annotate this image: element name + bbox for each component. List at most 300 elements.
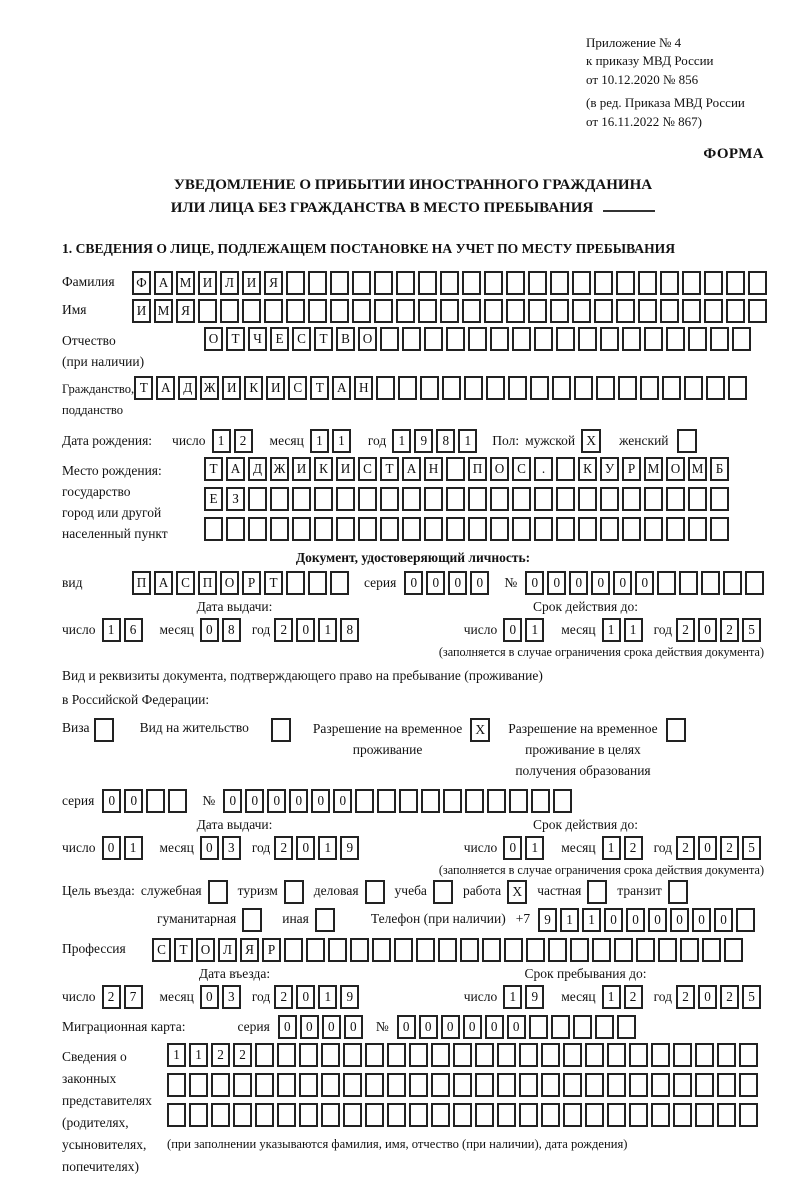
char-cell: М bbox=[154, 299, 173, 323]
valid-day-cells bbox=[503, 618, 547, 642]
char-cell: Р bbox=[262, 938, 281, 962]
char-cell: 0 bbox=[200, 985, 219, 1009]
char-cell bbox=[556, 327, 575, 351]
char-cell bbox=[330, 299, 349, 323]
char-cell: И bbox=[266, 376, 285, 400]
char-cell: 0 bbox=[397, 1015, 416, 1039]
char-cell bbox=[409, 1103, 428, 1127]
birth-place-label: Место рождения: государство город или другой населенный пункт bbox=[62, 463, 168, 542]
char-cell bbox=[446, 457, 465, 481]
char-cell bbox=[396, 299, 415, 323]
birth-place-cells bbox=[204, 457, 732, 547]
year-label: год bbox=[653, 988, 672, 1004]
surname-row bbox=[62, 271, 764, 295]
char-cell: 0 bbox=[503, 618, 522, 642]
residence-doc-options bbox=[62, 718, 764, 781]
year-label: год bbox=[367, 433, 387, 449]
char-cell: Т bbox=[380, 457, 399, 481]
profession-cells bbox=[152, 938, 746, 962]
char-cell: 0 bbox=[591, 571, 610, 595]
char-cell bbox=[497, 1103, 516, 1127]
char-cell bbox=[270, 517, 289, 541]
char-cell bbox=[572, 299, 591, 323]
edu-permit-checkbox bbox=[666, 718, 686, 742]
char-cell: 2 bbox=[274, 836, 293, 860]
char-cell bbox=[534, 327, 553, 351]
char-cell bbox=[706, 376, 725, 400]
char-cell bbox=[399, 789, 418, 813]
validity-note: (заполняется в случае ограничения срока действия документа) bbox=[438, 645, 764, 660]
char-cell bbox=[651, 1043, 670, 1067]
char-cell bbox=[636, 938, 655, 962]
birth-year-cells bbox=[392, 429, 480, 453]
citizenship-label: Гражданство, подданство bbox=[62, 382, 135, 418]
char-cell bbox=[189, 1103, 208, 1127]
purpose-row2 bbox=[62, 908, 764, 932]
char-cell: 9 bbox=[414, 429, 433, 453]
char-cell bbox=[585, 1043, 604, 1067]
char-cell: 0 bbox=[648, 908, 667, 932]
char-cell bbox=[658, 938, 677, 962]
char-cell bbox=[616, 299, 635, 323]
char-cell: 5 bbox=[742, 985, 761, 1009]
issue-day-cells bbox=[102, 618, 146, 642]
char-cell bbox=[292, 487, 311, 511]
char-cell: 2 bbox=[233, 1043, 252, 1067]
char-cell bbox=[475, 1043, 494, 1067]
char-cell: М bbox=[644, 457, 663, 481]
char-cell: Л bbox=[220, 271, 239, 295]
birth-date-row bbox=[62, 429, 764, 453]
char-cell bbox=[728, 376, 747, 400]
purpose-other-checkbox bbox=[315, 908, 335, 932]
char-cell: 0 bbox=[547, 571, 566, 595]
char-cell: Е bbox=[270, 327, 289, 351]
char-cell: 0 bbox=[698, 836, 717, 860]
permit-issue-year-cells bbox=[274, 836, 362, 860]
char-cell: 0 bbox=[200, 836, 219, 860]
char-cell: Н bbox=[354, 376, 373, 400]
char-cell bbox=[418, 299, 437, 323]
char-cell: 1 bbox=[310, 429, 329, 453]
char-cell bbox=[365, 1043, 384, 1067]
char-cell bbox=[509, 789, 528, 813]
month-label: месяц bbox=[159, 622, 194, 638]
char-cell bbox=[328, 938, 347, 962]
temp-permit-option bbox=[313, 718, 490, 760]
char-cell bbox=[387, 1073, 406, 1097]
char-cell: Ф bbox=[132, 271, 151, 295]
identity-doc-row bbox=[62, 571, 764, 595]
char-cell bbox=[660, 271, 679, 295]
permit-valid-group bbox=[407, 836, 764, 860]
char-cell bbox=[374, 299, 393, 323]
char-cell bbox=[167, 1073, 186, 1097]
char-cell bbox=[594, 271, 613, 295]
birth-place-row2 bbox=[204, 487, 732, 511]
char-cell bbox=[595, 1015, 614, 1039]
char-cell bbox=[146, 789, 165, 813]
char-cell: Т bbox=[226, 327, 245, 351]
residence-permit-label: Вид на жительство bbox=[139, 719, 249, 735]
char-cell bbox=[666, 517, 685, 541]
char-cell: С bbox=[152, 938, 171, 962]
char-cell bbox=[528, 271, 547, 295]
residence-doc-series-row bbox=[62, 789, 764, 813]
char-cell bbox=[189, 1073, 208, 1097]
char-cell: 3 bbox=[222, 985, 241, 1009]
char-cell: М bbox=[688, 457, 707, 481]
permit-series-cells bbox=[102, 789, 190, 813]
char-cell: 0 bbox=[692, 908, 711, 932]
char-cell: 0 bbox=[267, 789, 286, 813]
char-cell bbox=[704, 299, 723, 323]
day-label: число bbox=[172, 433, 206, 449]
char-cell bbox=[726, 299, 745, 323]
migration-card-label: Миграционная карта: bbox=[62, 1018, 186, 1034]
char-cell bbox=[420, 376, 439, 400]
char-cell: 1 bbox=[560, 908, 579, 932]
char-cell bbox=[748, 271, 767, 295]
day-label: число bbox=[463, 988, 498, 1004]
char-cell bbox=[255, 1073, 274, 1097]
char-cell bbox=[680, 938, 699, 962]
char-cell: 0 bbox=[525, 571, 544, 595]
char-cell bbox=[682, 299, 701, 323]
purpose-humanitarian-label: гуманитарная bbox=[157, 910, 237, 926]
char-cell bbox=[299, 1043, 318, 1067]
char-cell: 0 bbox=[470, 571, 489, 595]
char-cell bbox=[578, 517, 597, 541]
char-cell: К bbox=[578, 457, 597, 481]
char-cell bbox=[585, 1073, 604, 1097]
char-cell bbox=[748, 299, 767, 323]
permit-issue-day-cells bbox=[102, 836, 146, 860]
char-cell bbox=[600, 487, 619, 511]
char-cell bbox=[695, 1043, 714, 1067]
char-cell: 0 bbox=[404, 571, 423, 595]
char-cell bbox=[374, 271, 393, 295]
char-cell bbox=[574, 376, 593, 400]
char-cell bbox=[592, 938, 611, 962]
char-cell bbox=[607, 1103, 626, 1127]
char-cell: Я bbox=[240, 938, 259, 962]
edu-permit-option bbox=[508, 718, 685, 781]
char-cell bbox=[204, 517, 223, 541]
char-cell: Т bbox=[174, 938, 193, 962]
char-cell bbox=[618, 376, 637, 400]
char-cell: Т bbox=[204, 457, 223, 481]
char-cell: 0 bbox=[245, 789, 264, 813]
char-cell bbox=[198, 299, 217, 323]
char-cell bbox=[710, 517, 729, 541]
char-cell: О bbox=[490, 457, 509, 481]
char-cell bbox=[638, 299, 657, 323]
char-cell bbox=[248, 517, 267, 541]
valid-month-cells bbox=[602, 618, 646, 642]
char-cell bbox=[534, 487, 553, 511]
char-cell bbox=[688, 487, 707, 511]
stay-until-group bbox=[407, 985, 764, 1009]
char-cell bbox=[431, 1103, 450, 1127]
char-cell bbox=[398, 376, 417, 400]
visa-checkbox bbox=[94, 718, 114, 742]
char-cell bbox=[409, 1043, 428, 1067]
char-cell: 0 bbox=[604, 908, 623, 932]
char-cell: 8 bbox=[436, 429, 455, 453]
char-cell bbox=[308, 571, 327, 595]
char-cell: 1 bbox=[525, 836, 544, 860]
char-cell bbox=[343, 1043, 362, 1067]
permit-validity-note: (заполняется в случае ограничения срока действия документа) bbox=[438, 862, 764, 877]
profession-label: Профессия bbox=[62, 940, 126, 956]
char-cell bbox=[497, 1043, 516, 1067]
char-cell bbox=[396, 271, 415, 295]
given-name-label: Имя bbox=[62, 302, 87, 318]
char-cell bbox=[402, 517, 421, 541]
char-cell: 0 bbox=[333, 789, 352, 813]
year-label: год bbox=[251, 839, 271, 855]
char-cell: 0 bbox=[448, 571, 467, 595]
char-cell: 1 bbox=[189, 1043, 208, 1067]
char-cell: 6 bbox=[124, 618, 143, 642]
char-cell: Я bbox=[264, 271, 283, 295]
annex-header bbox=[586, 34, 764, 131]
stay-month-cells bbox=[602, 985, 646, 1009]
doc-kind-cells bbox=[132, 571, 352, 595]
char-cell bbox=[548, 938, 567, 962]
char-cell: Ж bbox=[270, 457, 289, 481]
male-checkbox: X bbox=[581, 429, 601, 453]
char-cell bbox=[578, 327, 597, 351]
identity-doc-heading: Документ, удостоверяющий личность: bbox=[295, 550, 531, 566]
char-cell bbox=[702, 938, 721, 962]
issue-month-cells bbox=[200, 618, 244, 642]
char-cell bbox=[343, 1073, 362, 1097]
char-cell bbox=[739, 1103, 758, 1127]
representatives-row1 bbox=[167, 1043, 761, 1067]
birth-month-cells bbox=[310, 429, 354, 453]
char-cell bbox=[710, 487, 729, 511]
year-label: год bbox=[251, 622, 271, 638]
char-cell: 0 bbox=[635, 571, 654, 595]
residence-doc-intro-line1: Вид и реквизиты документа, подтверждающего право на пребывание (проживание) bbox=[62, 668, 543, 684]
char-cell bbox=[596, 376, 615, 400]
form-title-line2: ИЛИ ЛИЦА БЕЗ ГРАЖДАНСТВА В МЕСТО ПРЕБЫВАНИЯ bbox=[62, 197, 764, 220]
char-cell bbox=[662, 376, 681, 400]
migration-number-cells bbox=[397, 1015, 639, 1039]
char-cell: 0 bbox=[698, 618, 717, 642]
char-cell bbox=[617, 1015, 636, 1039]
char-cell bbox=[211, 1103, 230, 1127]
annex-line: от 10.12.2020 № 856 bbox=[586, 71, 699, 87]
char-cell bbox=[622, 517, 641, 541]
char-cell bbox=[695, 1103, 714, 1127]
char-cell bbox=[306, 938, 325, 962]
char-cell: 1 bbox=[318, 836, 337, 860]
char-cell: 0 bbox=[322, 1015, 341, 1039]
visa-label: Виза bbox=[62, 719, 90, 735]
purpose-official-label: служебная bbox=[140, 882, 202, 898]
char-cell: М bbox=[176, 271, 195, 295]
char-cell bbox=[506, 299, 525, 323]
issue-date-heading: Дата выдачи: bbox=[196, 599, 273, 615]
char-cell bbox=[264, 299, 283, 323]
char-cell: 0 bbox=[311, 789, 330, 813]
representatives-cells bbox=[167, 1043, 761, 1152]
char-cell bbox=[570, 938, 589, 962]
char-cell bbox=[292, 517, 311, 541]
form-label: ФОРМА bbox=[703, 146, 764, 163]
stay-day-cells bbox=[503, 985, 547, 1009]
stay-until-heading: Срок пребывания до: bbox=[524, 965, 647, 981]
char-cell: П bbox=[468, 457, 487, 481]
char-cell bbox=[512, 487, 531, 511]
char-cell: 1 bbox=[124, 836, 143, 860]
char-cell: 0 bbox=[200, 618, 219, 642]
char-cell: . bbox=[534, 457, 553, 481]
char-cell bbox=[484, 299, 503, 323]
entry-stay-dates bbox=[62, 966, 764, 1009]
char-cell bbox=[464, 376, 483, 400]
char-cell: 1 bbox=[602, 836, 621, 860]
char-cell: 0 bbox=[714, 908, 733, 932]
female-label: женский bbox=[619, 433, 669, 449]
char-cell: 1 bbox=[318, 985, 337, 1009]
char-cell bbox=[330, 571, 349, 595]
char-cell: О bbox=[666, 457, 685, 481]
sex-label: Пол: bbox=[492, 433, 520, 449]
char-cell bbox=[453, 1043, 472, 1067]
char-cell bbox=[299, 1073, 318, 1097]
char-cell: Б bbox=[710, 457, 729, 481]
char-cell: С bbox=[358, 457, 377, 481]
char-cell: 0 bbox=[485, 1015, 504, 1039]
char-cell bbox=[519, 1103, 538, 1127]
month-label: месяц bbox=[561, 622, 596, 638]
day-label: число bbox=[463, 839, 498, 855]
char-cell bbox=[600, 327, 619, 351]
char-cell bbox=[475, 1103, 494, 1127]
char-cell bbox=[666, 487, 685, 511]
char-cell bbox=[541, 1073, 560, 1097]
day-label: число bbox=[62, 988, 96, 1004]
valid-year-cells bbox=[676, 618, 764, 642]
char-cell bbox=[350, 938, 369, 962]
char-cell: 0 bbox=[296, 836, 315, 860]
char-cell: 0 bbox=[289, 789, 308, 813]
patronymic-row bbox=[62, 327, 764, 372]
purpose-business-label: деловая bbox=[313, 882, 359, 898]
char-cell: Р bbox=[622, 457, 641, 481]
doc-kind-label: вид bbox=[62, 575, 83, 591]
char-cell bbox=[640, 376, 659, 400]
char-cell bbox=[321, 1073, 340, 1097]
char-cell bbox=[486, 376, 505, 400]
char-cell bbox=[553, 789, 572, 813]
permit-valid-month-cells bbox=[602, 836, 646, 860]
char-cell: 2 bbox=[720, 618, 739, 642]
phone-label: Телефон (при наличии) bbox=[370, 910, 506, 926]
char-cell bbox=[308, 271, 327, 295]
annex-line: к приказу МВД России bbox=[586, 53, 714, 69]
char-cell bbox=[614, 938, 633, 962]
char-cell bbox=[682, 271, 701, 295]
purpose-study-checkbox bbox=[433, 880, 453, 904]
amendment-line: от 16.11.2022 № 867) bbox=[586, 113, 703, 129]
profession-row bbox=[62, 938, 764, 962]
char-cell bbox=[506, 271, 525, 295]
char-cell bbox=[723, 571, 742, 595]
char-cell bbox=[168, 789, 187, 813]
citizenship-row bbox=[62, 376, 764, 421]
char-cell bbox=[710, 327, 729, 351]
char-cell bbox=[352, 299, 371, 323]
char-cell bbox=[701, 571, 720, 595]
char-cell bbox=[556, 487, 575, 511]
permit-issue-group bbox=[62, 836, 407, 860]
visa-option bbox=[62, 718, 114, 742]
annex-line: Приложение № 4 bbox=[586, 35, 682, 50]
purpose-transit-checkbox bbox=[668, 880, 688, 904]
representatives-block bbox=[62, 1043, 764, 1178]
permit-valid-day-cells bbox=[503, 836, 547, 860]
char-cell: Д bbox=[248, 457, 267, 481]
char-cell bbox=[336, 517, 355, 541]
char-cell: 1 bbox=[318, 618, 337, 642]
char-cell bbox=[248, 487, 267, 511]
char-cell: 1 bbox=[458, 429, 477, 453]
char-cell bbox=[270, 487, 289, 511]
char-cell bbox=[365, 1073, 384, 1097]
char-cell: А bbox=[154, 571, 173, 595]
char-cell: 0 bbox=[419, 1015, 438, 1039]
char-cell bbox=[431, 1073, 450, 1097]
char-cell bbox=[717, 1103, 736, 1127]
char-cell bbox=[572, 271, 591, 295]
phone-cells bbox=[538, 908, 758, 932]
char-cell bbox=[424, 327, 443, 351]
purpose-transit-label: транзит bbox=[617, 882, 662, 898]
char-cell: И bbox=[292, 457, 311, 481]
birth-day-cells bbox=[212, 429, 256, 453]
char-cell: 1 bbox=[602, 985, 621, 1009]
permit-issue-col bbox=[62, 817, 407, 878]
char-cell bbox=[277, 1043, 296, 1067]
char-cell: 0 bbox=[507, 1015, 526, 1039]
char-cell bbox=[556, 457, 575, 481]
char-cell: 1 bbox=[392, 429, 411, 453]
char-cell: 0 bbox=[613, 571, 632, 595]
surname-cells bbox=[132, 271, 770, 295]
char-cell bbox=[673, 1073, 692, 1097]
number-label: № bbox=[202, 792, 216, 808]
char-cell bbox=[739, 1043, 758, 1067]
char-cell bbox=[607, 1043, 626, 1067]
char-cell: Т bbox=[264, 571, 283, 595]
char-cell: 0 bbox=[463, 1015, 482, 1039]
char-cell bbox=[220, 299, 239, 323]
patronymic-label: Отчество (при наличии) bbox=[62, 333, 145, 370]
char-cell bbox=[321, 1043, 340, 1067]
given-name-row bbox=[62, 299, 764, 323]
entry-month-cells bbox=[200, 985, 244, 1009]
char-cell bbox=[526, 938, 545, 962]
residence-doc-intro bbox=[62, 664, 764, 711]
doc-series-cells bbox=[404, 571, 492, 595]
char-cell bbox=[475, 1073, 494, 1097]
char-cell bbox=[724, 938, 743, 962]
